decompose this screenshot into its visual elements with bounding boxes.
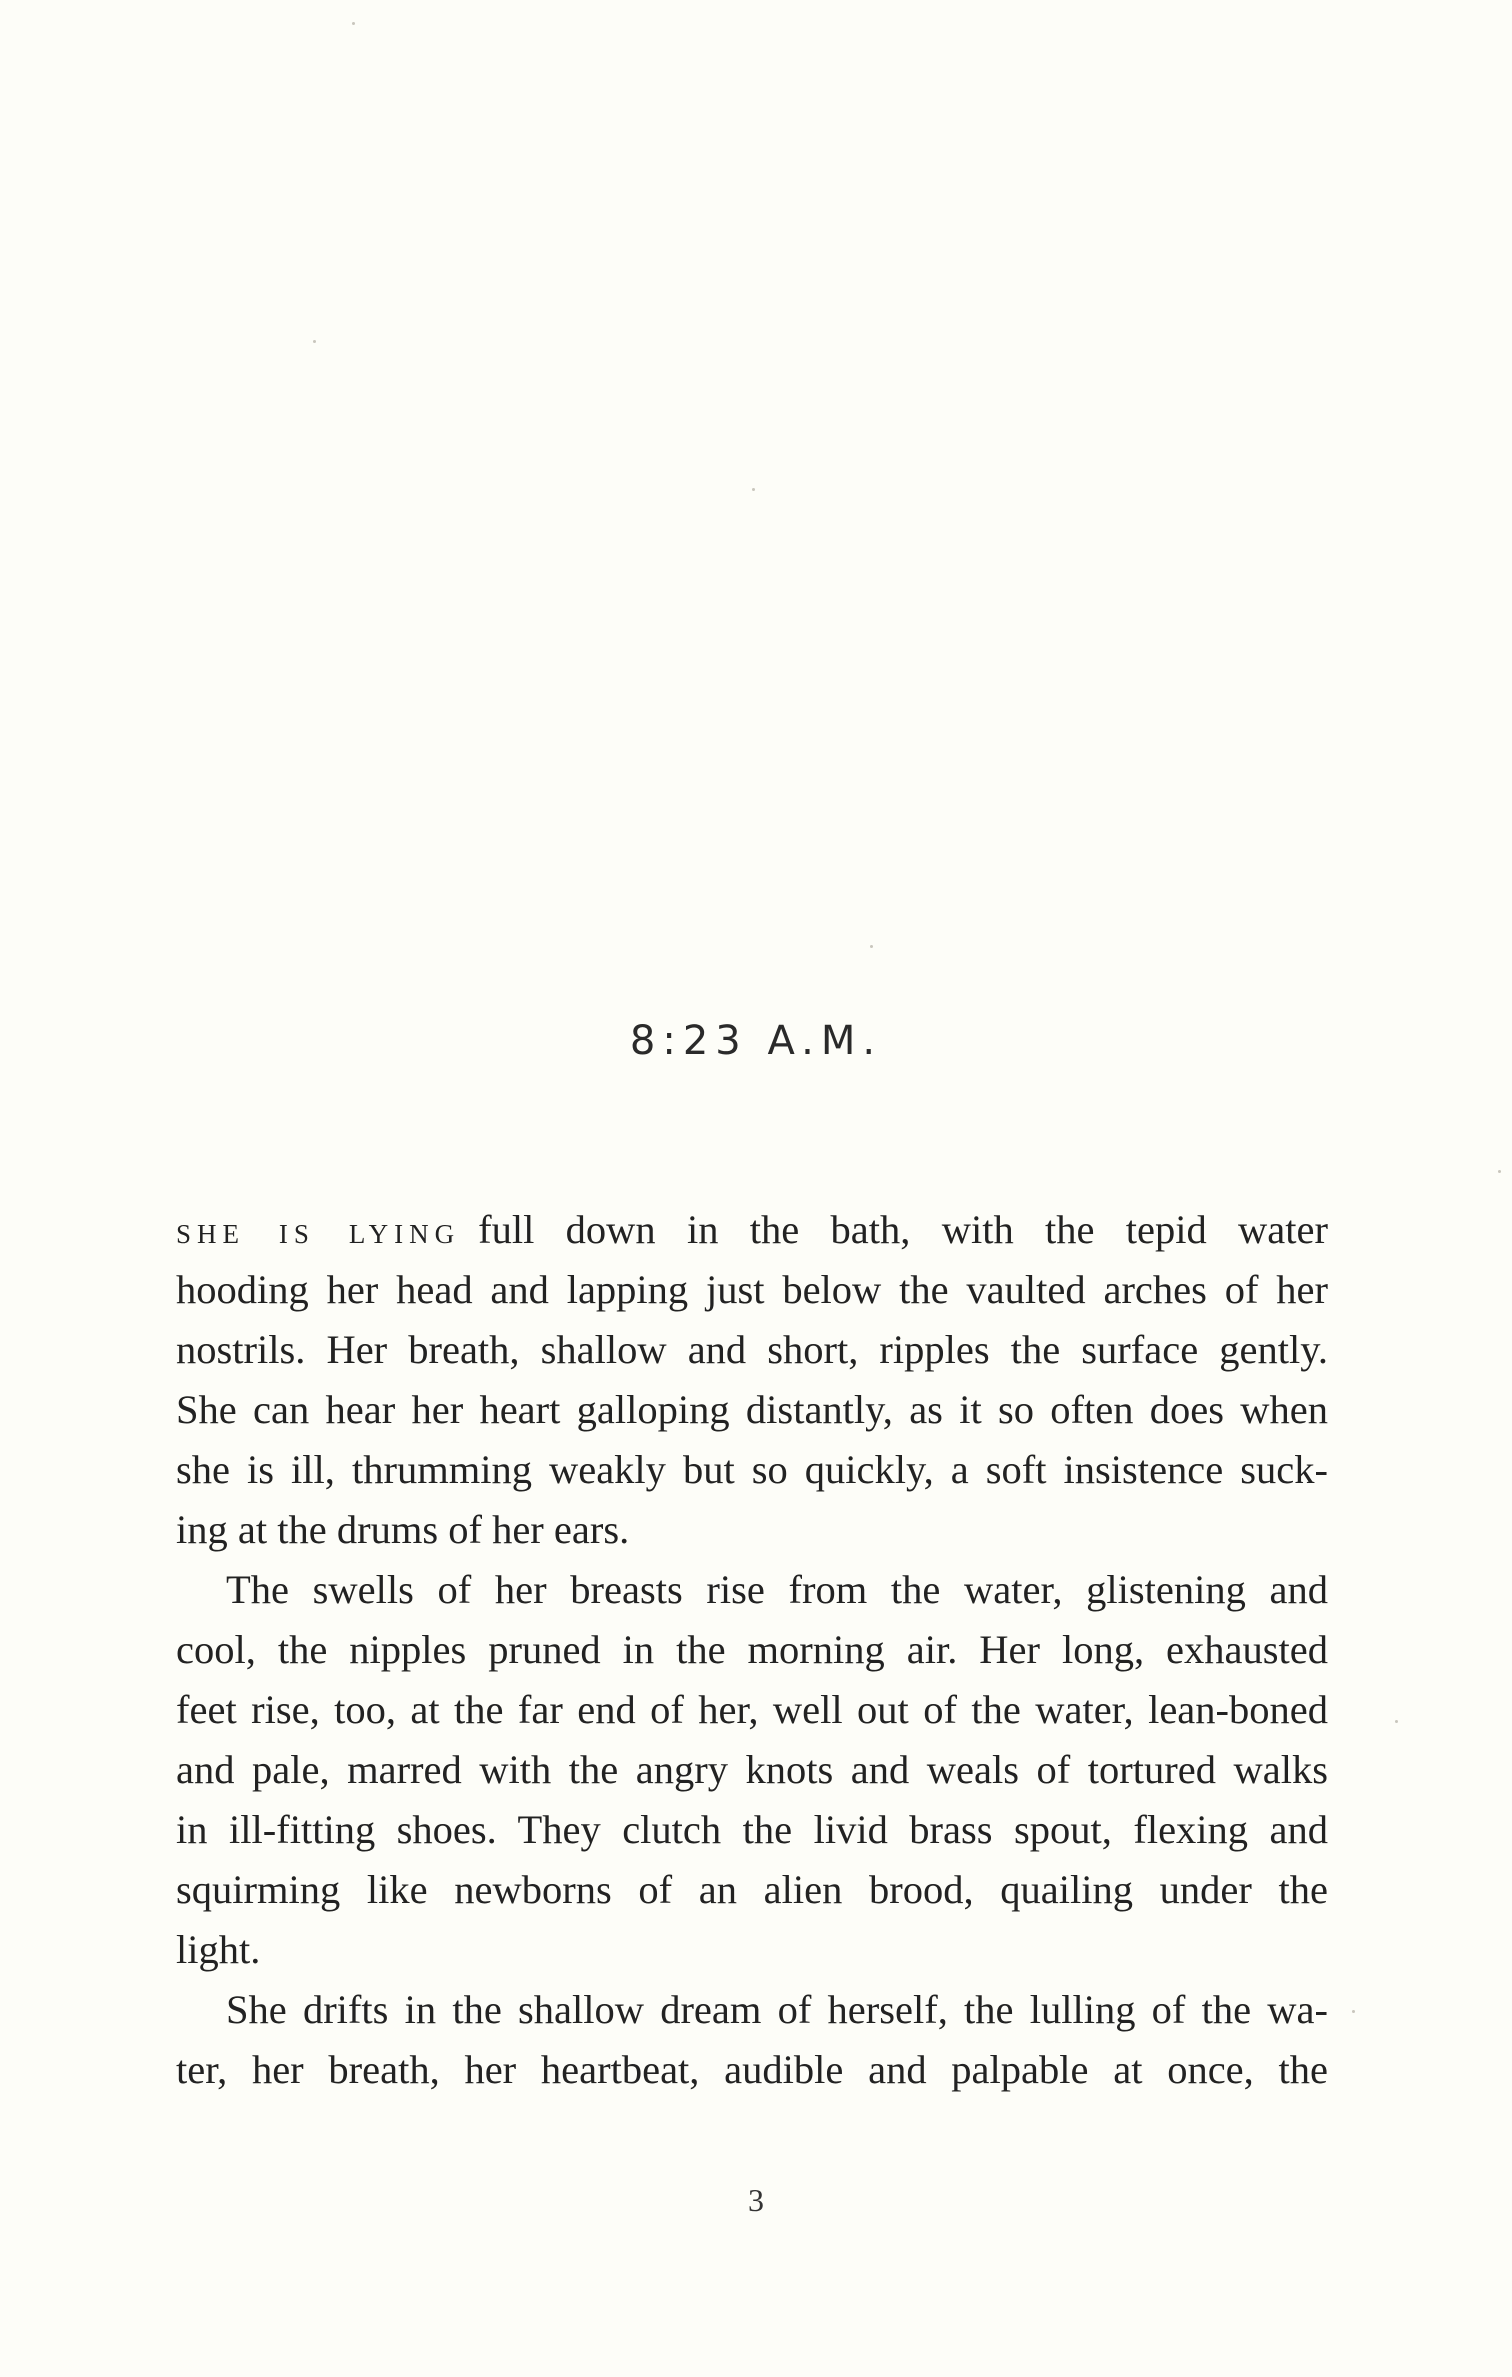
opening-smallcaps: SHE IS LYING [176,1219,461,1249]
paper-speck [1395,1720,1398,1723]
text-line: squirming like newborns of an alien brood, quailing under the [176,1867,1328,1912]
text-line: light. [176,1927,261,1972]
paper-speck [1498,1170,1501,1173]
paper-speck [752,488,755,491]
text-line: and pale, marred with the angry knots and weals of tortured walks [176,1747,1328,1792]
text-line: She drifts in the shallow dream of herself, the lulling of the wa- [226,1987,1328,2032]
text-line: in ill-fitting shoes. They clutch the livid brass spout, flexing and [176,1807,1328,1852]
paper-speck [1352,2010,1355,2013]
text-line: feet rise, too, at the far end of her, well out of the water, lean-boned [176,1687,1328,1732]
text-line: hooding her head and lapping just below the vaulted arches of her [176,1267,1328,1312]
text-line [176,1200,1328,1260]
text-line: ter, her breath, her heartbeat, audible and palpable at once, the [176,2047,1328,2092]
text-line: nostrils. Her breath, shallow and short, ripples the surface gently. [176,1327,1328,1372]
chapter-title: 8:23 A.M. [629,1018,883,1064]
text-line: The swells of her breasts rise from the water, glistening and [226,1567,1328,1612]
page-number: 3 [748,2182,764,2218]
body-text [176,1200,1328,2100]
paper-speck [313,340,316,343]
paper-speck [352,22,355,25]
text-line: cool, the nipples pruned in the morning air. Her long, exhausted [176,1627,1328,1672]
text-line: she is ill, thrumming weakly but so quickly, a soft insistence suck- [176,1447,1328,1492]
paper-speck [870,945,873,948]
text-line: She can hear her heart galloping distantly, as it so often does when [176,1387,1328,1432]
text-line-content: full down in the bath, with the tepid water [478,1207,1328,1252]
text-line: ing at the drums of her ears. [176,1507,630,1552]
